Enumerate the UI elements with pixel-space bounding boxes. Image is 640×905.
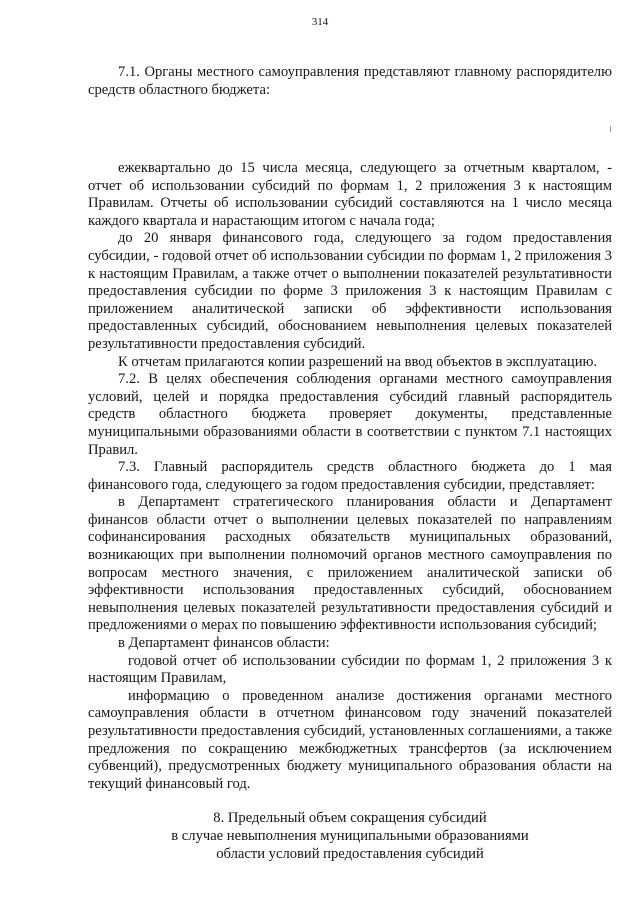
section-8-heading <box>88 809 612 863</box>
heading-line-3: области условий предоставления субсидий <box>216 846 484 862</box>
paragraph-annual-subsidy-report: годовой отчет об использовании субсидии по формам 1, 2 приложения 3 к настоящим Правилам, <box>88 652 612 687</box>
body-text <box>88 160 612 793</box>
page-number: 314 <box>311 16 329 28</box>
paragraph-7-2: 7.2. В целях обеспечения соблюдения органами местного самоуправления условий, целей и порядка предоставления субсидий главный распорядитель средств областного бюджета проверяет документы, представленные муниципальными образованиями области в соответствии с пунктом 7.1 настоящих Правил. <box>88 371 612 458</box>
paragraph-7-3: 7.3. Главный распорядитель средств областного бюджета до 1 мая финансового года, следующего за годом предоставления субсидии, представляет: <box>88 459 612 493</box>
intro-block <box>88 64 612 99</box>
scan-mark <box>610 126 611 132</box>
paragraph-annual-report: до 20 января финансового года, следующего за годом предоставления субсидии, - годовой отчет об использовании субсидии по формам 1, 2 приложения 3 к настоящим Правилам, а также отчет о выполнении показателей результативности предоставления субсидии по форме 3 приложения 3 к настоящим Правилам с приложением аналитической записки об эффективности использования предоставленных субсидий, обоснованием невыполнения целевых показателей результативности предоставления субсидий. <box>88 230 612 352</box>
intro-paragraph: 7.1. Органы местного самоуправления представляют главному распорядителю средств областного бюджета: <box>88 64 612 98</box>
heading-line-1: 8. Предельный объем сокращения субсидий <box>213 810 487 826</box>
paragraph-strategic-dept: в Департамент стратегического планирования области и Департамент финансов области отчет о выполнении целевых показателей по направлениям софинансирования расходных обязательств муниципальных образований, возникающих при выполнении полномочий органов местного самоуправления по вопросам местного значения, с приложением аналитической записки об эффективности использования предоставленных субсидий, обоснованием невыполнения целевых показателей результативности предоставления субсидий и предложениями о мерах по повышению эффективности использования субсидий; <box>88 494 612 634</box>
paragraph-permits: К отчетам прилагаются копии разрешений на ввод объектов в эксплуатацию. <box>118 353 598 370</box>
paragraph-analysis-info: информацию о проведенном анализе достижения органами местного самоуправления области в отчетном финансовом году значений показателей результативности предоставления субсидий, установленных соглашениями, а также предложения по сокращению межбюджетных трансфертов (за исключением субвенций), предусмотренных бюджету муниципального образования области на текущий финансовый год. <box>88 687 612 792</box>
paragraph-quarterly: ежеквартально до 15 числа месяца, следующего за отчетным кварталом, - отчет об использовании субсидий по формам 1, 2 приложения 3 к настоящим Правилам. Отчеты об использовании субсидий составляются на 1 число месяца каждого квартала и нарастающим итогом с начала года; <box>88 160 612 229</box>
heading-line-2: в случае невыполнения муниципальными образованиями <box>171 828 529 844</box>
paragraph-finance-dept: в Департамент финансов области: <box>118 635 330 652</box>
